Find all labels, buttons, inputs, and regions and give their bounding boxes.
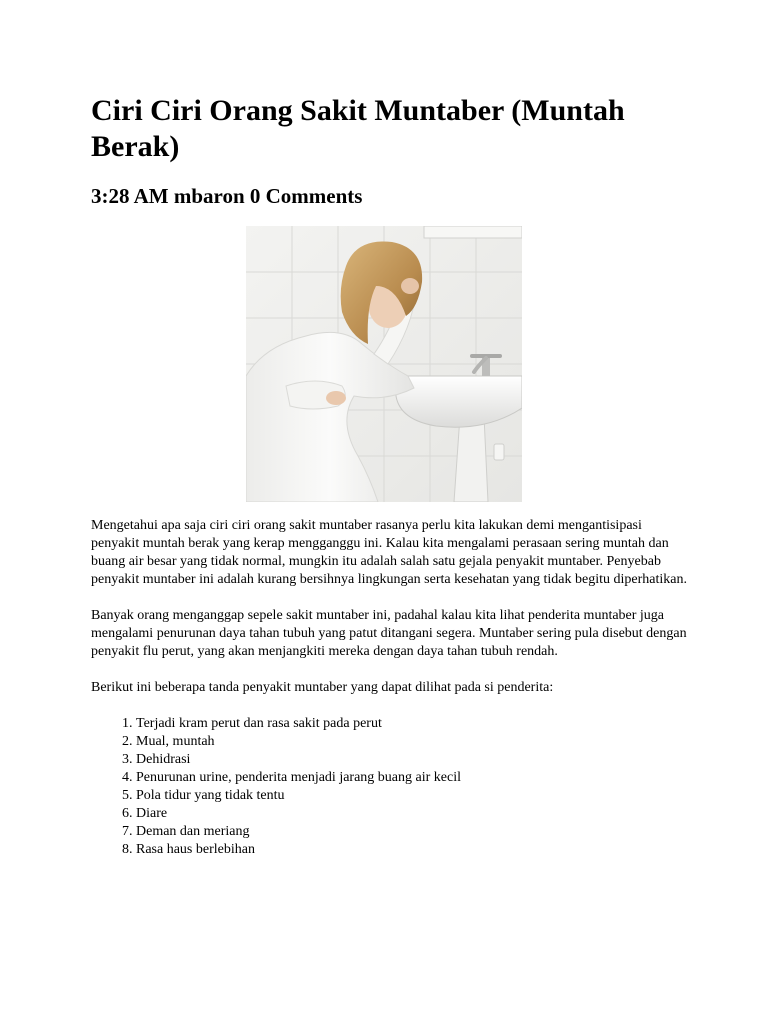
comment-count: 0 Comments — [249, 184, 363, 208]
paragraph-intro: Mengetahui apa saja ciri ciri orang sakit muntaber rasanya perlu kita lakukan demi mengantisipasi penyakit muntah berak yang kerap mengganggu ini. Kalau kita mengalami perasaan sering muntah dan buang air besar yang tidak normal, mungkin itu adalah salah satu gejala penyakit muntaber. Penyebab penyakit muntaber ini adalah kurang bersihnya lingkungan serta kesehatan yang tidak begitu diperhatikan. — [91, 518, 687, 587]
paragraph-second: Banyak orang menganggap sepele sakit muntaber ini, padahal kalau kita lihat penderita muntaber juga mengalami penurunan daya tahan tubuh yang patut ditangani segera. Muntaber sering pula disebut dengan penyakit flu perut, yang akan menjangkiti mereka dengan daya tahan tubuh rendah. — [91, 608, 687, 659]
list-item: 5. Pola tidur yang tidak tentu — [136, 787, 691, 805]
list-item: 7. Deman dan meriang — [136, 823, 691, 841]
woman-at-sink-illustration — [246, 226, 522, 502]
post-author: mbaron — [173, 184, 245, 208]
list-item: 6. Diare — [136, 805, 691, 823]
list-item: 4. Penurunan urine, penderita menjadi jarang buang air kecil — [136, 769, 691, 787]
article-body — [91, 517, 691, 859]
article-title: Ciri Ciri Orang Sakit Muntaber (Muntah Berak) — [91, 94, 625, 163]
list-item: 1. Terjadi kram perut dan rasa sakit pada perut — [136, 715, 691, 733]
paragraph-list-intro: Berikut ini beberapa tanda penyakit muntaber yang dapat dilihat pada si penderita: — [91, 680, 554, 695]
post-time: 3:28 AM — [91, 184, 169, 208]
article-meta — [91, 183, 362, 209]
signs-list — [91, 715, 691, 859]
list-item: 2. Mual, muntah — [136, 733, 691, 751]
list-item: 3. Dehidrasi — [136, 751, 691, 769]
list-item: 8. Rasa haus berlebihan — [136, 841, 691, 859]
article-photo — [246, 226, 522, 502]
